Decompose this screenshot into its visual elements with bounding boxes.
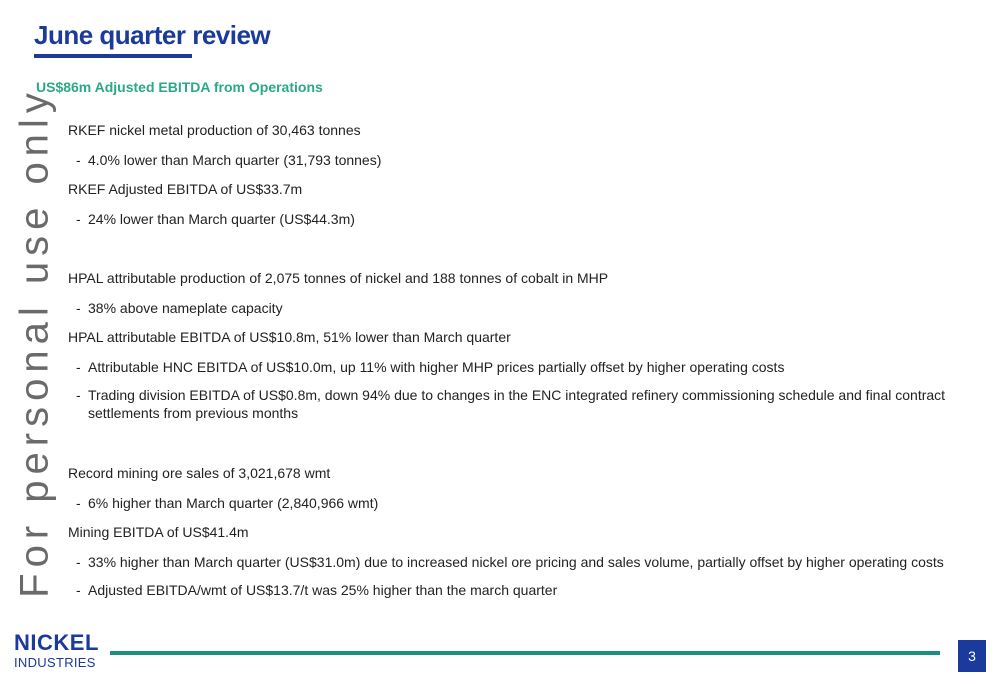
dash-icon: - xyxy=(76,495,81,511)
bullet-item: RKEF nickel metal production of 30,463 tonnes xyxy=(68,122,361,138)
logo-line1: NICKEL xyxy=(14,630,99,655)
sub-bullet-item: - Trading division EBITDA of US$0.8m, down 94% due to changes in the ENC integrated refinery commissioning schedule and final contract settlements from previous months xyxy=(76,387,946,421)
slide-title: June quarter review xyxy=(34,20,271,50)
dash-icon: - xyxy=(76,300,81,316)
title-underline xyxy=(34,54,192,58)
nickel-industries-logo xyxy=(14,632,99,669)
sub-bullet-item: - 38% above nameplate capacity xyxy=(76,300,283,316)
dash-icon: - xyxy=(76,152,81,168)
dash-icon: - xyxy=(76,554,81,570)
bullet-item: Record mining ore sales of 3,021,678 wmt xyxy=(68,465,331,481)
bullet-item: HPAL attributable EBITDA of US$10.8m, 51% lower than March quarter xyxy=(68,329,511,345)
sub-bullet-item: - Adjusted EBITDA/wmt of US$13.7/t was 25% higher than the march quarter xyxy=(76,582,558,598)
bullet-content xyxy=(68,118,988,599)
sub-bullet-item: - 33% higher than March quarter (US$31.0m) due to increased nickel ore pricing and sales volume, partially offset by higher operating costs xyxy=(76,554,944,570)
bullet-item: RKEF Adjusted EBITDA of US$33.7m xyxy=(68,181,303,197)
page-number: 3 xyxy=(958,640,986,672)
dash-icon: - xyxy=(76,387,81,403)
dash-icon: - xyxy=(76,211,81,227)
logo-line2: INDUSTRIES xyxy=(14,655,96,670)
slide-subtitle: US$86m Adjusted EBITDA from Operations xyxy=(36,79,323,95)
footer-divider xyxy=(110,651,940,655)
bullet-item: HPAL attributable production of 2,075 tonnes of nickel and 188 tonnes of cobalt in MHP xyxy=(68,270,609,286)
sub-bullet-item: - 6% higher than March quarter (2,840,966 wmt) xyxy=(76,495,379,511)
sub-bullet-item: - 24% lower than March quarter (US$44.3m) xyxy=(76,211,355,227)
watermark-text: For personal use only xyxy=(12,87,57,598)
sub-bullet-item: - 4.0% lower than March quarter (31,793 tonnes) xyxy=(76,152,382,168)
dash-icon: - xyxy=(76,582,81,598)
bullet-item: Mining EBITDA of US$41.4m xyxy=(68,524,249,540)
dash-icon: - xyxy=(76,359,81,375)
sub-bullet-item: - Attributable HNC EBITDA of US$10.0m, up 11% with higher MHP prices partially offset by higher operating costs xyxy=(76,359,785,375)
